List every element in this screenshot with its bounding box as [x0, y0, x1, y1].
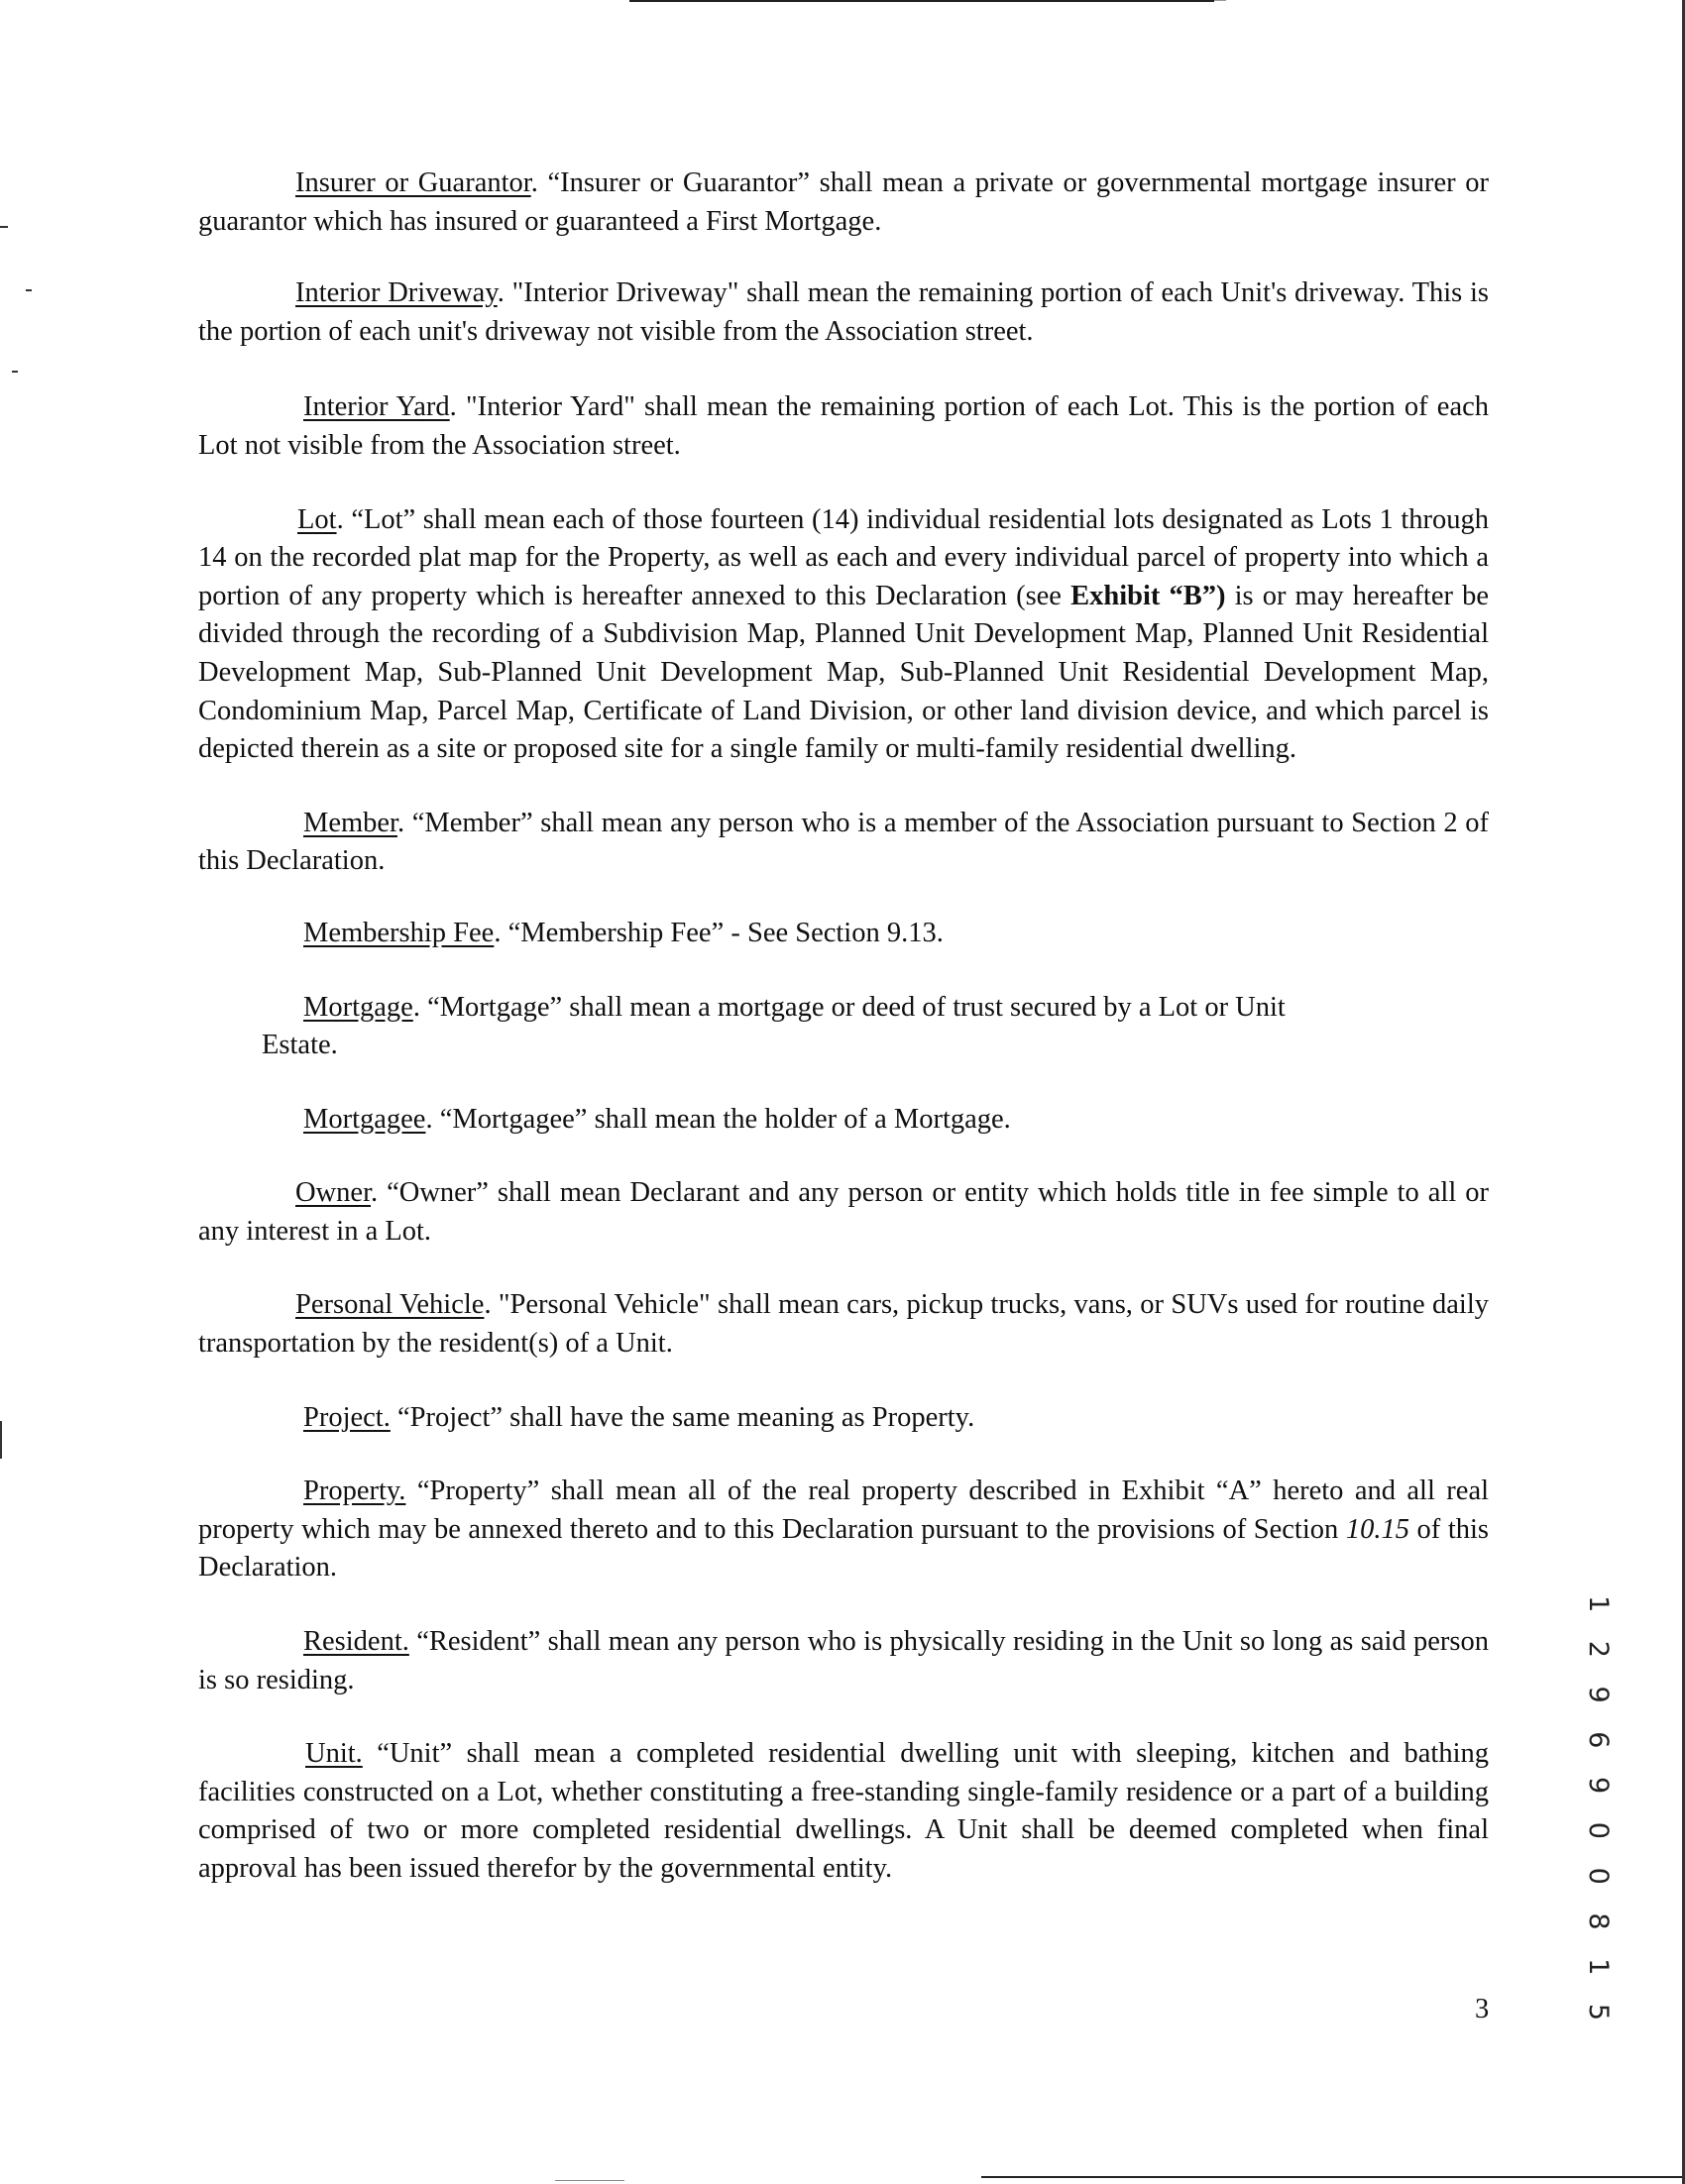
page-number: 3 — [1475, 1994, 1490, 2024]
definition-term: Property. — [303, 1475, 406, 1507]
top-rule-tail — [1214, 0, 1226, 1]
definition-text: “Mortgage” shall mean a mortgage or deed of trust secured by a Lot or Unit — [427, 991, 1286, 1023]
definition-mortgage: Mortgage. “Mortgage” shall mean a mortgage or deed of trust secured by a Lot or Unit Estate. — [262, 991, 1286, 1061]
definition-text-continued: of this Declaration. — [198, 1513, 1490, 1583]
bottom-dash — [555, 2180, 624, 2181]
definition-text: “Owner” shall mean Declarant and any person or entity which holds title in fee simple to all or any interest in a Lot. — [198, 1177, 1489, 1247]
definition-term: Lot — [297, 503, 337, 535]
definition-personal-vehicle: Personal Vehicle. "Personal Vehicle" shall mean cars, pickup trucks, vans, or SUVs used for routine daily transportation by the resident(s) of a Unit. — [198, 1289, 1489, 1360]
definition-text: “Property” shall mean all of the real property described in Exhibit “A” hereto and all real property which may be annexed thereto and to this Declaration pursuant to the provisions of Section — [198, 1475, 1490, 1545]
definition-term: Unit. — [305, 1738, 363, 1770]
definition-text: "Personal Vehicle" shall mean cars, pickup trucks, vans, or SUVs used for routine daily transportation by the resident(s) of a Unit. — [198, 1289, 1489, 1360]
definition-term: Insurer or Guarantor — [295, 167, 531, 198]
definition-text: “Project” shall have the same meaning as Property. — [396, 1401, 975, 1433]
definition-text: “Mortgagee” shall mean the holder of a Mortgage. — [439, 1103, 1011, 1135]
section-reference: 10.15 — [1345, 1513, 1409, 1545]
top-rule — [629, 0, 1214, 2]
margin-stamp — [1583, 1595, 1624, 2031]
definition-term: Project. — [303, 1401, 391, 1433]
definition-term: Owner — [295, 1177, 371, 1209]
definition-interior-yard: Interior Yard. "Interior Yard" shall mean the remaining portion of each Lot. This is the portion of each Lot not visible from the Association street. — [198, 391, 1490, 461]
definition-insurer-or-guarantor: Insurer or Guarantor. “Insurer or Guarantor” shall mean a private or governmental mortgage insurer or guarantor which has insured or guaranteed a First Mortgage. — [198, 167, 1489, 237]
definition-term: Membership Fee — [303, 917, 495, 948]
definition-member: Member. “Member” shall mean any person who is a member of the Association pursuant to Section 2 of this Declaration. — [198, 807, 1489, 877]
definition-text-line2: Estate. — [262, 1030, 338, 1061]
definition-interior-driveway: Interior Driveway. "Interior Driveway" shall mean the remaining portion of each Unit's driveway. This is the portion of each unit's driveway not visible from the Association street. — [198, 277, 1489, 347]
definition-text-continued: is or may hereafter be divided through the recording of a Subdivision Map, Planned Unit Development Map, Planned Unit Residential Development Map, Sub-Planned Unit Development Map, Sub-Planned Unit Residential Development Map, Condominium Map, Parcel Map, Certificate of Land Division, or other land division device, and which parcel is depicted therein as a site or proposed site for a single family or multi-family residential dwelling. — [198, 580, 1489, 765]
definition-term: Mortgagee — [303, 1103, 426, 1135]
definition-text: “Insurer or Guarantor” shall mean a private or governmental mortgage insurer or guarantor which has insured or guaranteed a First Mortgage. — [198, 167, 1489, 237]
definition-property — [198, 1473, 1489, 1587]
definition-unit — [198, 1735, 1489, 1888]
margin-stamp-text: 1 2 9 6 9 0 0 8 1 5 — [1583, 1595, 1614, 2031]
definition-text: “Membership Fee” - See Section 9.13. — [507, 917, 944, 948]
margin-mark — [12, 371, 18, 373]
definitions-section — [198, 164, 1489, 1889]
definition-membership-fee: Membership Fee. “Membership Fee” - See Section 9.13. — [303, 917, 944, 948]
definition-project — [198, 1399, 1489, 1438]
definition-term: Interior Yard — [303, 391, 450, 423]
definition-text: “Lot” shall mean each of those fourteen (14) individual residential lots designated as Lots 1 through 14 on the recorded plat map for the Property, as well as each and every individual parcel of property into which a portion of any property which is hereafter annexed to this Declaration (see — [198, 503, 1489, 611]
definition-term: Personal Vehicle — [295, 1289, 485, 1321]
margin-mark — [26, 289, 32, 291]
definition-term: Mortgage — [303, 991, 413, 1023]
margin-mark — [0, 226, 8, 228]
definition-term: Resident. — [303, 1626, 409, 1658]
definition-text: "Interior Yard" shall mean the remaining portion of each Lot. This is the portion of each Lot not visible from the Association street. — [198, 391, 1490, 461]
definition-mortgagee: Mortgagee. “Mortgagee” shall mean the holder of a Mortgage. — [303, 1103, 1011, 1135]
definition-owner: Owner. “Owner” shall mean Declarant and any person or entity which holds title in fee simple to all or any interest in a Lot. — [198, 1177, 1489, 1247]
definition-lot: Lot. “Lot” shall mean each of those fourteen (14) individual residential lots designated as Lots 1 through 14 on the recorded plat map for the Property, as well as each and every individual parcel of property into which a portion of any property which is hereafter annexed to this Declaration (see Exhibit “B”) is or may hereafter be divided through the recording of a Subdivision Map, Planned Unit Development Map, Planned Unit Residential Development Map, Sub-Planned Unit Development Map, Sub-Planned Unit Residential Development Map, Condominium Map, Parcel Map, Certificate of Land Division, or other land division device, and which parcel is depicted therein as a site or proposed site for a single family or multi-family residential dwelling. — [198, 503, 1489, 765]
exhibit-reference: Exhibit “B”) — [1070, 580, 1226, 611]
definition-text: “Unit” shall mean a completed residential dwelling unit with sleeping, kitchen and bathing facilities constructed on a Lot, whether constituting a free-standing single-family residence or a part of a building comprised of two or more completed residential dwellings. A Unit shall be deemed completed when final approval has been issued therefor by the governmental entity. — [198, 1738, 1489, 1884]
bottom-rule — [981, 2176, 1682, 2178]
definition-term: Member — [303, 807, 397, 838]
definition-term: Interior Driveway — [295, 277, 498, 309]
definition-text: “Member” shall mean any person who is a member of the Association pursuant to Section 2 of this Declaration. — [198, 807, 1489, 877]
definition-text: “Resident” shall mean any person who is physically residing in the Unit so long as said person is so residing. — [198, 1626, 1490, 1695]
margin-mark — [0, 1421, 2, 1459]
definition-resident — [198, 1623, 1489, 1699]
definition-text: "Interior Driveway" shall mean the remaining portion of each Unit's driveway. This is the portion of each unit's driveway not visible from the Association street. — [198, 277, 1489, 347]
